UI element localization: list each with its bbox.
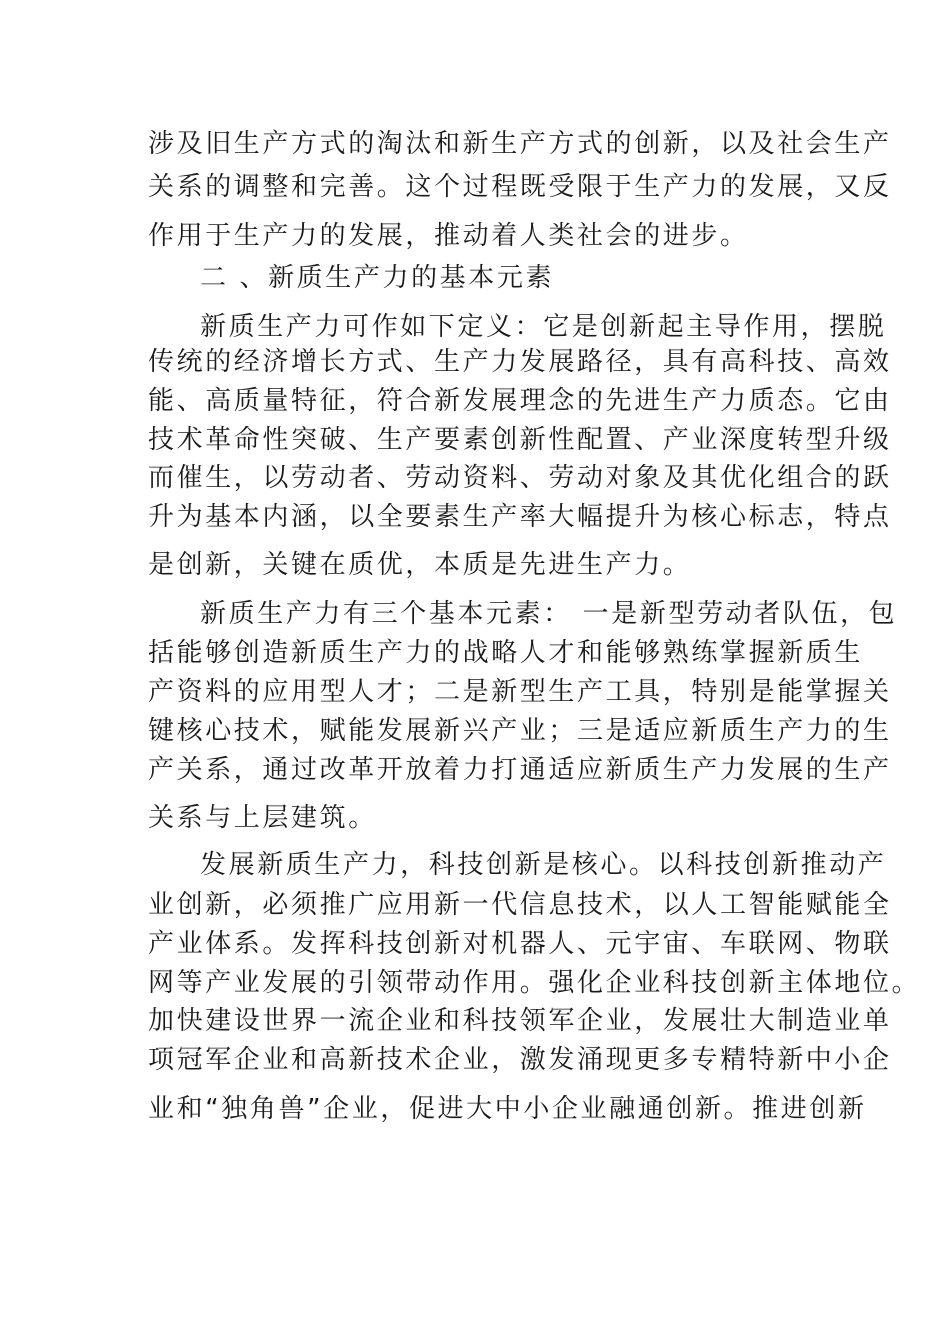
text-line: 键核心技术，赋能发展新兴产业；三是适应新质生产力的生 (148, 716, 892, 746)
text-line: 传统的经济增长方式、生产力发展路径，具有高科技、高效 (148, 347, 892, 377)
text-line: 加快建设世界一流企业和科技领军企业，发展壮大制造业单 (148, 1006, 892, 1036)
text-line: 网等产业发展的引领带动作用。强化企业科技创新主体地位。 (148, 968, 921, 998)
text-line: 关系的调整和完善。这个过程既受限于生产力的发展，又反 (148, 172, 892, 202)
text-line: 发展新质生产力，科技创新是核心。以科技创新推动产 (200, 850, 887, 880)
text-line: 升为基本内涵，以全要素生产率大幅提升为核心标志，特点 (148, 502, 892, 532)
text-line: 而催生，以劳动者、劳动资料、劳动对象及其优化组合的跃 (148, 463, 892, 493)
text-line: 新质生产力有三个基本元素： 一是新型劳动者队伍，包 (200, 599, 898, 629)
text-line: 业创新，必须推广应用新一代信息技术，以人工智能赋能全 (148, 890, 892, 920)
text-line: 新质生产力可作如下定义：它是创新起主导作用，摆脱 (200, 312, 887, 342)
text-line: 业和“独角兽”企业，促进大中小企业融通创新。推进创新 (148, 1094, 867, 1124)
text-line: 能、高质量特征，符合新发展理念的先进生产力质态。它由 (148, 386, 892, 416)
text-line: 产业体系。发挥科技创新对机器人、元宇宙、车联网、物联 (148, 929, 892, 959)
section-heading: 二 、新质生产力的基本元素 (200, 263, 555, 293)
text-line: 作用于生产力的发展，推动着人类社会的进步。 (148, 221, 749, 251)
text-line: 涉及旧生产方式的淘汰和新生产方式的创新，以及社会生产 (148, 129, 892, 159)
text-line: 技术革命性突破、生产要素创新性配置、产业深度转型升级 (148, 425, 892, 455)
text-line: 是创新，关键在质优，本质是先进生产力。 (148, 550, 692, 580)
text-line: 括能够创造新质生产力的战略人才和能够熟练掌握新质生 (148, 638, 864, 668)
text-line: 项冠军企业和高新技术企业，激发涌现更多专精特新中小企 (148, 1045, 892, 1075)
text-line: 关系与上层建筑。 (148, 803, 377, 833)
text-line: 产资料的应用型人才；二是新型生产工具，特别是能掌握关 (148, 677, 892, 707)
text-line: 产关系，通过改革开放着力打通适应新质生产力发展的生产 (148, 755, 892, 785)
